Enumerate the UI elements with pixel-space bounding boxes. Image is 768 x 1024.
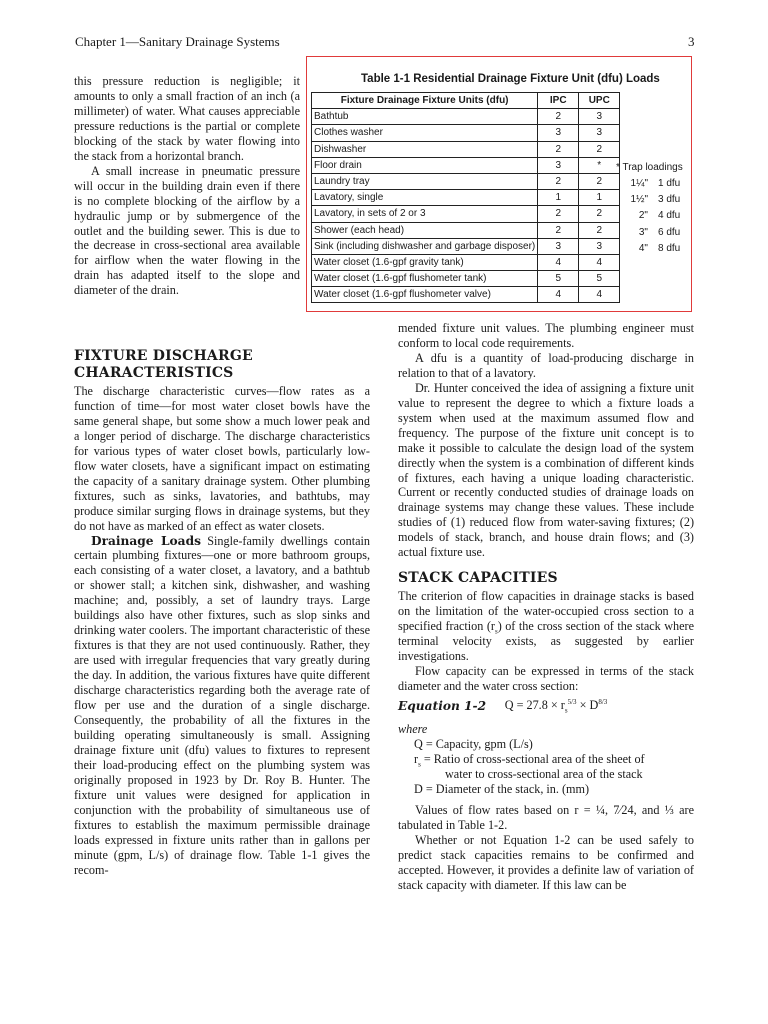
table-row (312, 287, 620, 303)
text-span: water to cross-sectional area of the stack (445, 766, 643, 781)
table-row (312, 125, 620, 141)
table-title: Table 1-1 Residential Drainage Fixture Unit (dfu) Loads (361, 73, 660, 85)
table-cell-ipc: 2 (538, 173, 579, 189)
table-row (312, 157, 620, 173)
paragraph: A dfu is a quantity of load-producing discharge in relation to that of a lavatory. (398, 350, 694, 380)
table-cell-fixture: Water closet (1.6-gpf gravity tank) (312, 254, 538, 270)
text-span: Q = 27.8 × r (504, 697, 565, 712)
trap-size: 3" (638, 226, 648, 238)
trap-dfu: 3 dfu (658, 194, 681, 206)
table-cell-upc: 2 (579, 222, 620, 238)
table-header-ipc: IPC (538, 93, 579, 109)
table-row (312, 254, 620, 270)
table-cell-upc: 4 (579, 287, 620, 303)
table-cell-fixture: Floor drain (312, 157, 538, 173)
table-header-upc: UPC (579, 93, 620, 109)
table-cell-ipc: 3 (538, 238, 579, 254)
table-cell-fixture: Dishwasher (312, 141, 538, 157)
table-cell-upc: 2 (579, 206, 620, 222)
trap-size: 1½" (630, 194, 648, 206)
subscript: s (494, 627, 498, 636)
table-cell-upc: * (579, 157, 620, 173)
trap-dfu: 1 dfu (658, 178, 681, 189)
trap-size: 4" (638, 242, 648, 254)
table-cell-upc: 3 (579, 125, 620, 141)
table-cell-upc: 2 (579, 173, 620, 189)
paragraph: mended fixture unit values. The plumbing engineer must conform to local code requirements. (398, 321, 694, 350)
table-cell-fixture: Bathtub (312, 109, 538, 125)
table-cell-upc: 3 (579, 238, 620, 254)
table-row (312, 222, 620, 238)
definition-d: D = Diameter of the stack, in. (mm) (414, 781, 590, 796)
table-cell-ipc: 5 (538, 271, 579, 287)
subscript: s (418, 760, 421, 769)
table-cell-upc: 2 (579, 141, 620, 157)
table-cell-fixture: Lavatory, in sets of 2 or 3 (312, 206, 538, 222)
text-span: r (414, 751, 419, 766)
definition-q: Q = Capacity, gpm (L/s) (414, 736, 533, 751)
trap-dfu: 6 dfu (658, 226, 681, 238)
right-column (398, 321, 694, 892)
trap-size: 2" (638, 210, 648, 222)
trap-loadings-note (616, 160, 683, 257)
definition-r (398, 752, 694, 767)
trap-size: 1¼" (630, 178, 648, 189)
paragraph: this pressure reduction is negligible; it amounts to only a small fraction of an inch (a millimeter) of water. What causes appreciable pressure reductions is the partial or complete blocking of the stack by water flowing into the stack from a horizontal branch. (74, 74, 300, 163)
text-span: The criterion of flow capacities in drainage stacks is based on the limitation of the water-occupied cross section to a specified fraction (r (398, 589, 694, 634)
paragraph: Values of flow rates based on r = ¼, 7⁄24, and ⅓ are tabulated in Table 1-2. (398, 802, 694, 832)
table-cell-fixture: Shower (each head) (312, 222, 538, 238)
paragraph (398, 589, 694, 664)
paragraph: Dr. Hunter conceived the idea of assigning a fixture unit value to represent the degree to which a fixture loads a system when used at the maximum assumed flow and frequency. The purpose of the fixture unit concept is to make it possible to calculate the design load of the system directly when the system is a combination of different kinds of fixtures, each having a unique loading characteristic. Current or recently conducted studies of drainage loads on drainage systems may change these values. These include studies of (1) reduced flow from water-saving fixtures; (2) models of stack, branch, and house drain flows; and (3) actual fixture use. (398, 380, 694, 560)
trap-loading-row (616, 192, 683, 208)
trap-dfu: 8 dfu (658, 242, 681, 254)
page-number: 3 (688, 34, 695, 49)
table-cell-ipc: 3 (538, 157, 579, 173)
running-head: Chapter 1—Sanitary Drainage Systems (75, 34, 280, 49)
table-cell-ipc: 2 (538, 109, 579, 125)
table-header-fixture: Fixture Drainage Fixture Units (dfu) (312, 93, 538, 109)
text-span: = Ratio of cross-sectional area of the sheet of (420, 751, 645, 766)
dfu-table (311, 92, 620, 303)
equation-label: Equation 1-2 (398, 698, 487, 713)
paragraph: Flow capacity can be expressed in terms of the stack diameter and the water cross section: (398, 664, 694, 693)
trap-loading-row (616, 208, 683, 224)
table-cell-ipc: 1 (538, 190, 579, 206)
table-cell-upc: 5 (579, 271, 620, 287)
superscript: 5/3 (567, 697, 577, 706)
trap-dfu: 4 dfu (658, 210, 681, 222)
table-cell-upc: 3 (579, 109, 620, 125)
paragraph-text: Single-family dwellings contain certain plumbing fixtures—one or more bathroom groups, each consisting of a water closet, a lavatory, and a bathtub or shower stall; a kitchen sink, dishwasher, and washing machine; and, possibly, a set of laundry trays. Large buildings also have other fixtures, such as slop sinks and drinking water coolers. The important characteristic of these fixtures is that they are not used continuously. Rather, they are used with irregular frequencies that vary greatly during the day. In addition, the various fixtures have quite different discharge characteristics regarding both the average rate of flow per use and the duration of a single discharge. Consequently, the probability of all the fixtures in the building operating simultaneously is small. Assigning drainage fixture unit (dfu) values to fixtures to represent their load-producing effect on the plumbing system was originally proposed in 1923 by Dr. Roy B. Hunter. The fixture unit values were designed for application in conjunction with the probability of simultaneous use of fixtures to establish the maximum permissible drainage loads expressed in fixture units rather than in gallons per minute (gpm, L/s) of drainage flow. Table 1-1 gives the recom- (74, 533, 370, 877)
paragraph (74, 534, 370, 878)
where-label: where (398, 721, 428, 736)
table-cell-fixture: Water closet (1.6-gpf flushometer tank) (312, 271, 538, 287)
table-header-row (312, 93, 620, 109)
table-cell-upc: 1 (579, 190, 620, 206)
table-cell-ipc: 4 (538, 254, 579, 270)
table-row (312, 206, 620, 222)
subscript: s (564, 706, 568, 715)
table-cell-fixture: Lavatory, single (312, 190, 538, 206)
run-in-heading: Drainage Loads (91, 533, 201, 548)
section-heading: FIXTURE DISCHARGE CHARACTERISTICS (74, 348, 253, 381)
section-heading: STACK CAPACITIES (398, 570, 558, 587)
table-row (312, 141, 620, 157)
table-row (312, 173, 620, 189)
table-cell-fixture: Laundry tray (312, 173, 538, 189)
left-column-top (74, 74, 300, 298)
trap-loading-row (616, 225, 683, 241)
table-row (312, 109, 620, 125)
trap-note-title: * Trap loadings (616, 162, 683, 173)
table-cell-fixture: Clothes washer (312, 125, 538, 141)
table-cell-fixture: Water closet (1.6-gpf flushometer valve) (312, 287, 538, 303)
equation-block (398, 699, 694, 713)
definition-r-continued (398, 767, 694, 782)
table-cell-ipc: 2 (538, 141, 579, 157)
left-column-main (74, 348, 370, 877)
table-cell-fixture: Sink (including dishwasher and garbage disposer) (312, 238, 538, 254)
paragraph: Whether or not Equation 1-2 can be used safely to predict stack capacities remains to be confirmed and accepted. However, it provides a definite law of variation of stack capacity with diameter. If this law can be (398, 832, 694, 892)
table-row (312, 238, 620, 254)
paragraph: The discharge characteristic curves—flow rates as a function of time—for most water closet bowls have the same general shape, but some show a much lower peak and a longer period of discharge. The discharge characteristics for various types of water closet bowls, particularly low-flow water closets, have a significant impact on estimating the capacity of a sanitary drainage system. Other plumbing fixtures, such as sinks, lavatories, and bathtubs, may produce similar surging flows in drainage systems, but they do not have as marked of an effect as water closets. (74, 384, 370, 533)
table-cell-ipc: 2 (538, 222, 579, 238)
table-cell-ipc: 3 (538, 125, 579, 141)
table-row (312, 190, 620, 206)
table-cell-ipc: 4 (538, 287, 579, 303)
table-cell-upc: 4 (579, 254, 620, 270)
text-span: ) of the cross section of the stack where terminal velocity exists, as suggested by earlier investigations. (398, 619, 694, 664)
trap-loading-row (616, 241, 683, 257)
trap-loading-row (616, 176, 683, 192)
table-row (312, 271, 620, 287)
paragraph: A small increase in pneumatic pressure will occur in the building drain even if there is no complete blocking of the airflow by a hydraulic jump or by submergence of the outlet and the building sewer. This is due to the decrease in cross-sectional area available for airflow when the water flowing in the drain has adapted itself to the slope and diameter of the drain. (74, 163, 300, 298)
text-span: × D (576, 697, 599, 712)
table-cell-ipc: 2 (538, 206, 579, 222)
superscript: 8/3 (598, 697, 608, 706)
